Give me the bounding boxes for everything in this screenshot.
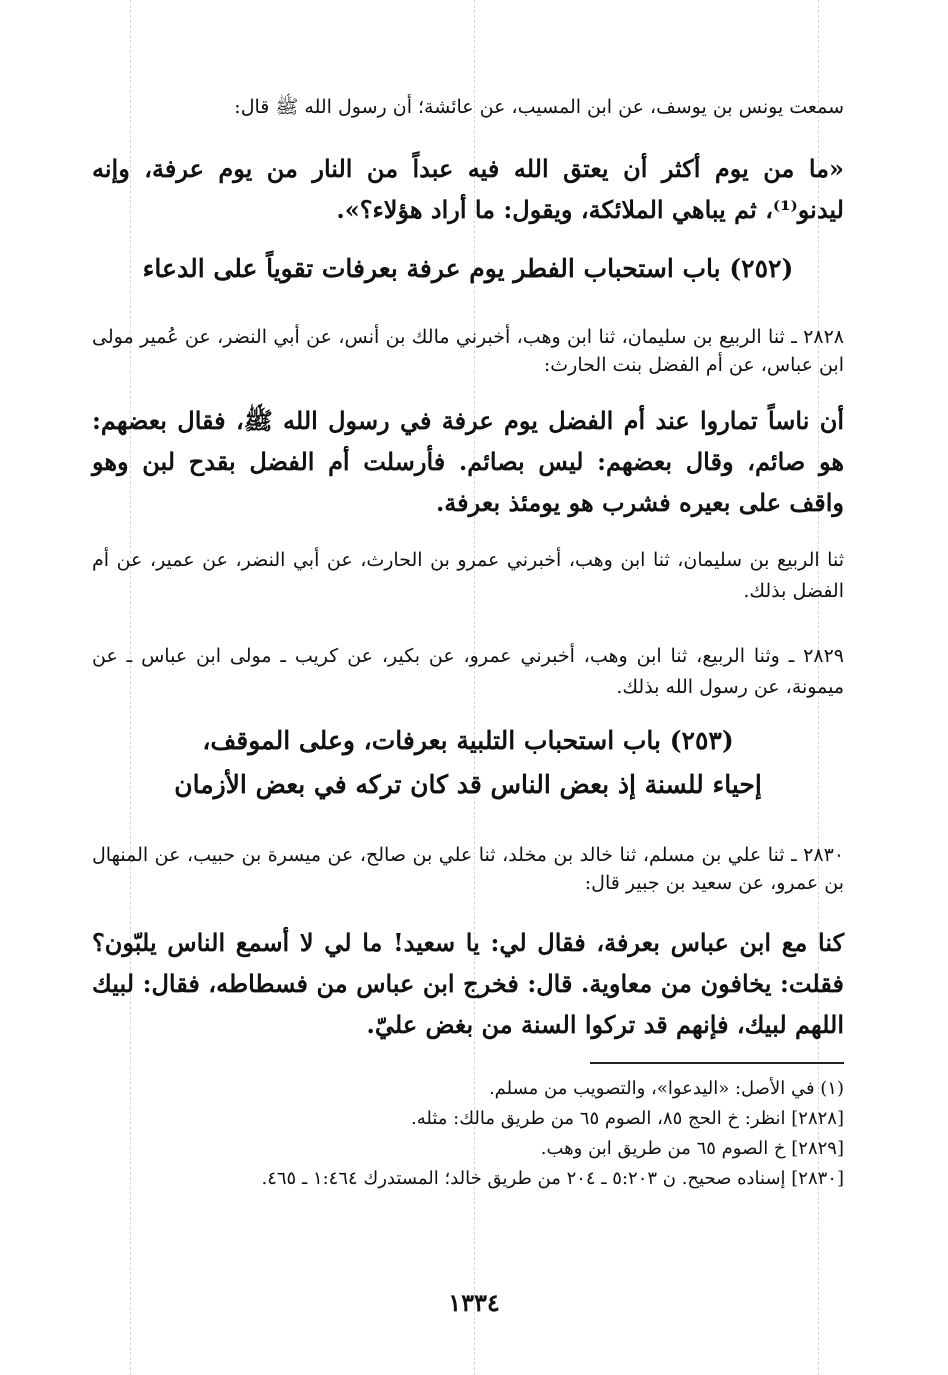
opening-isnad: سمعت يونس بن يوسف، عن ابن المسيب، عن عائشة؛ أن رسول الله ﷺ قال:: [234, 96, 844, 118]
page-number: ١٣٣٤: [448, 1288, 500, 1317]
hadith-2828-matn: أن ناساً تماروا عند أم الفضل يوم عرفة في رسول الله ﷺ، فقال بعضهم: هو صائم، وقال بعضهم: ليس بصائم. فأرسلت أم الفضل بقدح لبن وهو واقف على بعيره فشرب هو يومئذ بعرفة.: [92, 406, 844, 517]
chapter-253-title-line2: إحياء للسنة إذ بعض الناس قد كان تركه في بعض الأزمان: [174, 770, 762, 799]
footnote-1: (١) في الأصل: «اليدعوا»، والتصويب من مسلم.: [488, 1078, 844, 1099]
footnote-2829: [٢٨٢٩] خ الصوم ٦٥ من طريق ابن وهب.: [540, 1138, 844, 1159]
chapter-253-title-line1: (٢٥٣) باب استحباب التلبية بعرفات، وعلى الموقف،: [202, 726, 734, 755]
chapter-252-title: (٢٥٢) باب استحباب الفطر يوم عرفة بعرفات تقوياً على الدعاء: [142, 254, 794, 283]
hadith-2829: ٢٨٢٩ ـ وثنا الربيع، ثنا ابن وهب، أخبرني عمرو، عن بكير، عن كريب ـ مولى ابن عباس ـ عن ميمونة، عن رسول الله بذلك.: [92, 645, 844, 698]
hadith-2828-alt-chain: ثنا الربيع بن سليمان، ثنا ابن وهب، أخبرني عمرو بن الحارث، عن أبي النضر، عن عمير، عن أم الفضل بذلك.: [92, 549, 844, 602]
footnote-separator: [590, 1062, 844, 1064]
opening-matn: «ما من يوم أكثر أن يعتق الله فيه عبداً من النار من يوم عرفة، وإنه ليدنو⁽¹⁾، ثم يباهي الملائكة، ويقول: ما أراد هؤلاء؟».: [92, 154, 844, 224]
footnote-2828: [٢٨٢٨] انظر: خ الحج ٨٥، الصوم ٦٥ من طريق مالك: مثله.: [411, 1108, 844, 1129]
hadith-2830-matn: كنا مع ابن عباس بعرفة، فقال لي: يا سعيد! ما لي لا أسمع الناس يلبّون؟ فقلت: يخافون من معاوية. قال: فخرج ابن عباس من فسطاطه، فقال: لبيك اللهم لبيك، فإنهم قد تركوا السنة من بغض عليّ.: [92, 928, 844, 1039]
footnotes: [92, 1074, 844, 1194]
hadith-2828-isnad: ٢٨٢٨ ـ ثنا الربيع بن سليمان، ثنا ابن وهب، أخبرني مالك بن أنس، عن أبي النضر، عن عُمير مولى ابن عباس، عن أم الفضل بنت الحارث:: [92, 326, 844, 376]
hadith-2830-isnad: ٢٨٣٠ ـ ثنا علي بن مسلم، ثنا خالد بن مخلد، ثنا علي بن صالح، عن ميسرة بن حبيب، عن المنهال بن عمرو، عن سعيد بن جبير قال:: [92, 844, 844, 894]
footnote-2830: [٢٨٣٠] إسناده صحيح. ن ٥:٢٠٣ ـ ٢٠٤ من طريق خالد؛ المستدرك ١:٤٦٤ ـ ٤٦٥.: [261, 1168, 844, 1189]
